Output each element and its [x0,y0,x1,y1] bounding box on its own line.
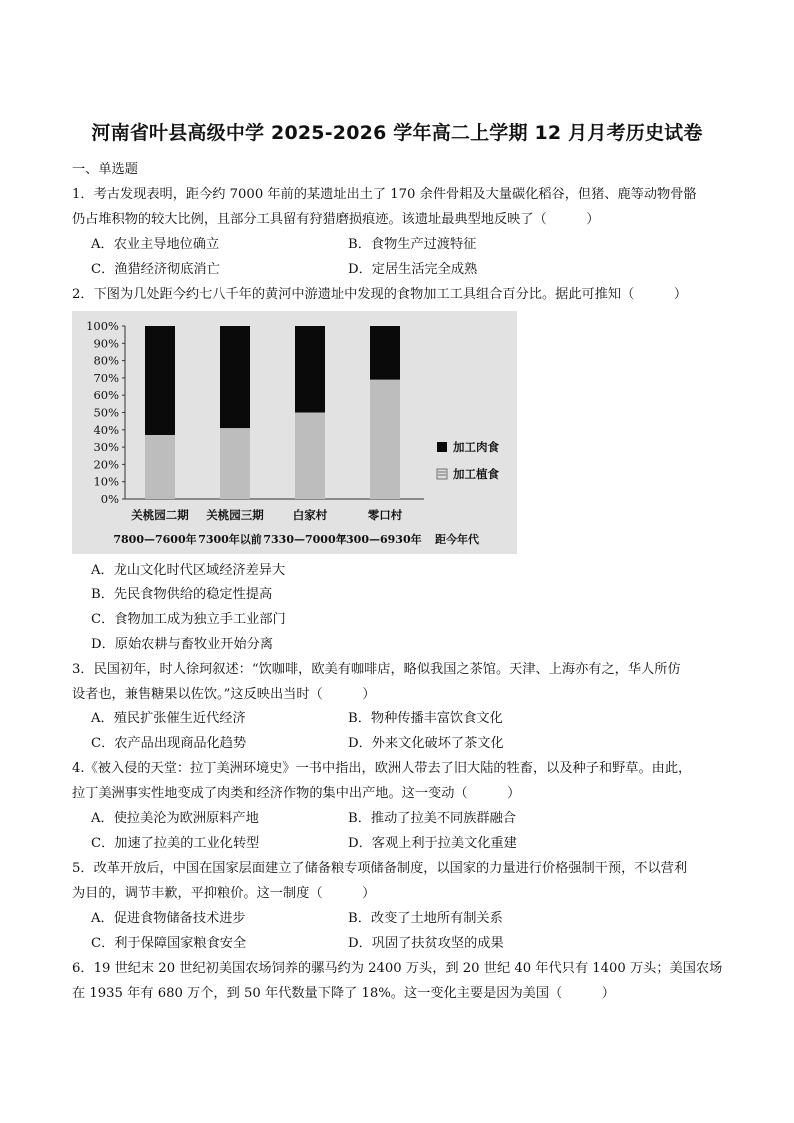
y-tick-label: 70% [93,370,119,385]
chart-svg [72,311,517,554]
legend-label: 加工植食 [453,467,499,481]
question-3-option-d[interactable]: D．外来文化破坏了茶文化 [348,736,504,751]
question-1-option-b[interactable]: B．食物生产过渡特征 [348,237,477,252]
question-4-option-a[interactable]: A．使拉美沦为欧洲原料产地 [91,811,259,826]
x-category-label: 关桃园三期 [206,508,264,522]
bar-meat-food [220,326,250,428]
question-2-option-c[interactable]: C．食物加工成为独立手工业部门 [91,612,286,627]
y-tick-label: 10% [93,474,119,489]
food-tools-chart [72,311,517,554]
x-year-label: 7300年以前 [198,533,262,546]
question-5-option-b[interactable]: B．改变了土地所有制关系 [348,911,503,926]
question-2-line-1: 2．下图为几处距今约七八千年的黄河中游遗址中发现的食物加工工具组合百分比。据此可推知（ ） [72,287,688,302]
question-1-option-d[interactable]: D．定居生活完全成熟 [348,262,478,277]
question-2-option-b[interactable]: B．先民食物供给的稳定性提高 [91,587,273,602]
y-tick-label: 100% [86,319,119,333]
question-2-option-a[interactable]: A．龙山文化时代区域经济差异大 [91,563,286,578]
question-1-option-a[interactable]: A．农业主导地位确立 [91,237,220,252]
x-year-label: 7800—7600年 [113,533,197,546]
y-tick-label: 60% [93,388,119,403]
question-2-option-d[interactable]: D．原始农耕与畜牧业开始分离 [91,637,274,652]
x-category-label: 关桃园二期 [131,508,189,522]
question-1-option-c[interactable]: C．渔猎经济彻底消亡 [91,262,220,277]
y-tick-label: 50% [93,405,119,420]
x-category-label: 白家村 [292,508,328,522]
bar-plant-food [295,413,325,500]
x-category-label: 零口村 [367,508,403,522]
question-4-option-b[interactable]: B．推动了拉美不同族群融合 [348,811,516,826]
section-heading: 一、单选题 [72,162,138,177]
question-6-line-2: 在 1935 年有 680 万个，到 50 年代数量下降了 18%。这一变化主要是因为美国（ ） [72,986,615,1001]
x-year-label: 7330—7000年 [263,533,347,546]
y-tick-label: 20% [93,457,119,472]
question-5-option-d[interactable]: D．巩固了扶贫攻坚的成果 [348,936,504,951]
question-1-line-2: 仍占堆积物的较大比例，且部分工具留有狩猎磨损痕迹。该遗址最典型地反映了（ ） [72,212,600,227]
bar-meat-food [370,326,400,380]
bar-meat-food [295,326,325,413]
question-3-line-1: 3．民国初年，时人徐珂叙述：“饮咖啡，欧美有咖啡店，略似我国之茶馆。天津、上海亦有之，华人所仿 [72,662,681,677]
bar-meat-food [145,326,175,435]
question-5-option-a[interactable]: A．促进食物储备技术进步 [91,911,246,926]
question-4-option-c[interactable]: C．加速了拉美的工业化转型 [91,836,260,851]
question-3-line-2: 设者也，兼售糖果以佐饮。”这反映出当时（ ） [72,687,376,702]
y-tick-label: 80% [93,353,119,368]
y-tick-label: 40% [93,422,119,437]
question-3-option-c[interactable]: C．农产品出现商品化趋势 [91,736,247,751]
legend-swatch-plant [437,469,447,479]
question-4-line-1: 4.《被入侵的天堂：拉丁美洲环境史》一书中指出，欧洲人带去了旧大陆的牲畜，以及种子和野草。由此， [72,761,692,776]
y-tick-label: 90% [93,336,119,351]
y-tick-label: 0% [100,492,119,506]
question-3-option-a[interactable]: A．殖民扩张催生近代经济 [91,711,246,726]
question-5-line-1: 5．改革开放后，中国在国家层面建立了储备粮专项储备制度，以国家的力量进行价格强制干预，不以营利 [72,861,688,876]
bar-plant-food [370,380,400,499]
bar-plant-food [220,428,250,499]
question-3-option-b[interactable]: B．物种传播丰富饮食文化 [348,711,503,726]
legend-label: 加工肉食 [453,440,499,454]
page-title: 河南省叶县高级中学 2025-2026 学年高二上学期 12 月月考历史试卷 [91,122,703,144]
question-4-line-2: 拉丁美洲事实性地变成了肉类和经济作物的集中出产地。这一变动（ ） [72,786,521,801]
question-5-line-2: 为目的，调节丰歉，平抑粮价。这一制度（ ） [72,886,376,901]
x-axis-title: 距今年代 [435,533,479,546]
x-year-label: 7300—6930年 [338,533,422,546]
question-5-option-c[interactable]: C．利于保障国家粮食安全 [91,936,247,951]
question-1-line-1: 1．考古发现表明，距今约 7000 年前的某遗址出土了 170 余件骨耜及大量碳化稻谷，但猪、鹿等动物骨骼 [72,187,697,202]
question-4-option-d[interactable]: D．客观上利于拉美文化重建 [348,836,517,851]
y-tick-label: 30% [93,440,119,455]
question-6-line-1: 6．19 世纪末 20 世纪初美国农场饲养的骡马约为 2400 万头，到 20 世纪 40 年代只有 1400 万头；美国农场 [72,961,723,976]
legend-swatch-meat [437,442,447,452]
bar-plant-food [145,435,175,499]
